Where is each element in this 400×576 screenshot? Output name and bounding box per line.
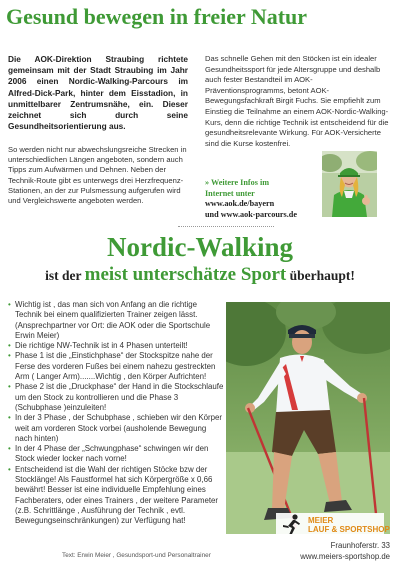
list-item: • Die richtige NW-Technik ist in 4 Phasen unterteilt!: [8, 341, 224, 351]
intro-paragraph: Die AOK-Direktion Straubing richtete gemeinsam mit der Stadt Straubing im Jahr 2006 einen Nordic-Walking-Parcours im Alfred-Dick-Park, hinter dem Eisstadion, in unmittelbarer Zentrumsnähe, ein. Dieser zeichnet sich durch seine Gesundheitsorientierung aus.: [8, 54, 188, 132]
trainer-photo: [322, 151, 377, 217]
info-block: [205, 178, 325, 220]
shop-name-line-2: LAUF & SPORTSHOP: [308, 525, 390, 534]
body-paragraph-right: Das schnelle Gehen mit den Stöcken ist ein idealer Gesundheitssport für jede Altersgruppe und deshalb auch fester Bestandteil im AOK-Präventionsprogramms, betont AOK-Bewegungsfachkraft Birgit Fuchs. Sie empfiehlt zum Einstieg die Teilnahme an einem AOK-Nordic-Walking-Kurs, denn die richtige Technik ist entscheidend für die gesundheitsrelevante Wirkung. Für AOK-Versicherte sind die Kurse kostenfrei.: [205, 54, 389, 148]
author-credit: Text: Erwin Meier , Gesundsport-und Personaltrainer: [62, 552, 211, 559]
body-paragraph-left: So werden nicht nur abwechslungsreiche Strecken in unterschiedlichen Längen angeboten, sondern auch Tipps zum Aufwärmen und Dehnen. Neben der Technik-Route gibt es unterwegs drei Herzfrequenz-Stationen, an der zur Pulsmessung aufgerufen wird und Vergleichswerte angeboten werden.: [8, 145, 187, 206]
shop-address-block: [226, 541, 390, 562]
info-line-2: Internet unter: [205, 188, 255, 198]
nordic-walker-illustration: [226, 302, 390, 534]
trainer-photo-illustration: [322, 151, 377, 217]
subheading-part-3: überhaupt!: [286, 268, 355, 283]
section-subheading: [0, 265, 400, 286]
list-item: • Phase 2 ist die „Druckphase“ der Hand in die Stockschlaufe um den Stock zu kontrollieren und die Phase 3 (Schubphase )einzuleiten!: [8, 382, 224, 413]
shop-name-line-1: MEIER: [308, 516, 334, 525]
subheading-part-1: ist der: [45, 268, 85, 283]
subheading-highlight: meist unterschätze Sport: [84, 264, 287, 285]
list-item: • In der 3 Phase , der Schubphase , schieben wir den Körper weit am vorderen Stock vorbei (ausholende Bewegung nach hinten): [8, 413, 224, 444]
shop-url-link[interactable]: www.meiers-sportshop.de: [300, 551, 390, 561]
nordic-walker-photo: [226, 302, 390, 534]
section-divider: [178, 226, 274, 227]
info-link-aok-bayern[interactable]: www.aok.de/bayern: [205, 199, 275, 209]
info-line-1: » Weitere Infos im: [205, 178, 270, 187]
technique-bullet-list: [8, 300, 224, 527]
shop-logo: [276, 513, 390, 534]
runner-icon: [278, 513, 306, 534]
shop-address: Fraunhoferstr. 33: [330, 541, 390, 550]
list-item: • Entscheidend ist die Wahl der richtigen Stöcke bzw der Stocklänge! Als Faustformel hat sich Körpergröße x 0,66 bewährt! Besser ist eine individuelle Empfehlung eines Fachberaters, oder eines Trainers , der weitere Parameter (z.B. Schrittlänge , Ausführung der Technik , evtl. Bewegungseinschränkungen) zur Verfügung hat!: [8, 465, 224, 527]
list-item: • Phase 1 ist die „Einstichphase“ der Stockspitze nahe der Ferse des vorderen Fußes bei einem nahezu gestreckten Arm ( Langer Arm).......Wichtig , den Körper Aufrichten!: [8, 351, 224, 382]
info-link-aok-parcours[interactable]: und www.aok-parcours.de: [205, 209, 297, 219]
section-heading: Nordic-Walking: [106, 232, 294, 262]
page-title: Gesund bewegen in freier Natur: [6, 4, 308, 29]
list-item: • Wichtig ist , das man sich von Anfang an die richtige Technik bei einem qualifizierten Trainer zeigen lässt. (Ansprechpartner vor Ort: die AOK oder die Sportschule Erwin Meier): [8, 300, 224, 341]
list-item: • In der 4 Phase der „Schwungphase“ schwingen wir den Stock wieder locker nach vorne!: [8, 444, 224, 465]
